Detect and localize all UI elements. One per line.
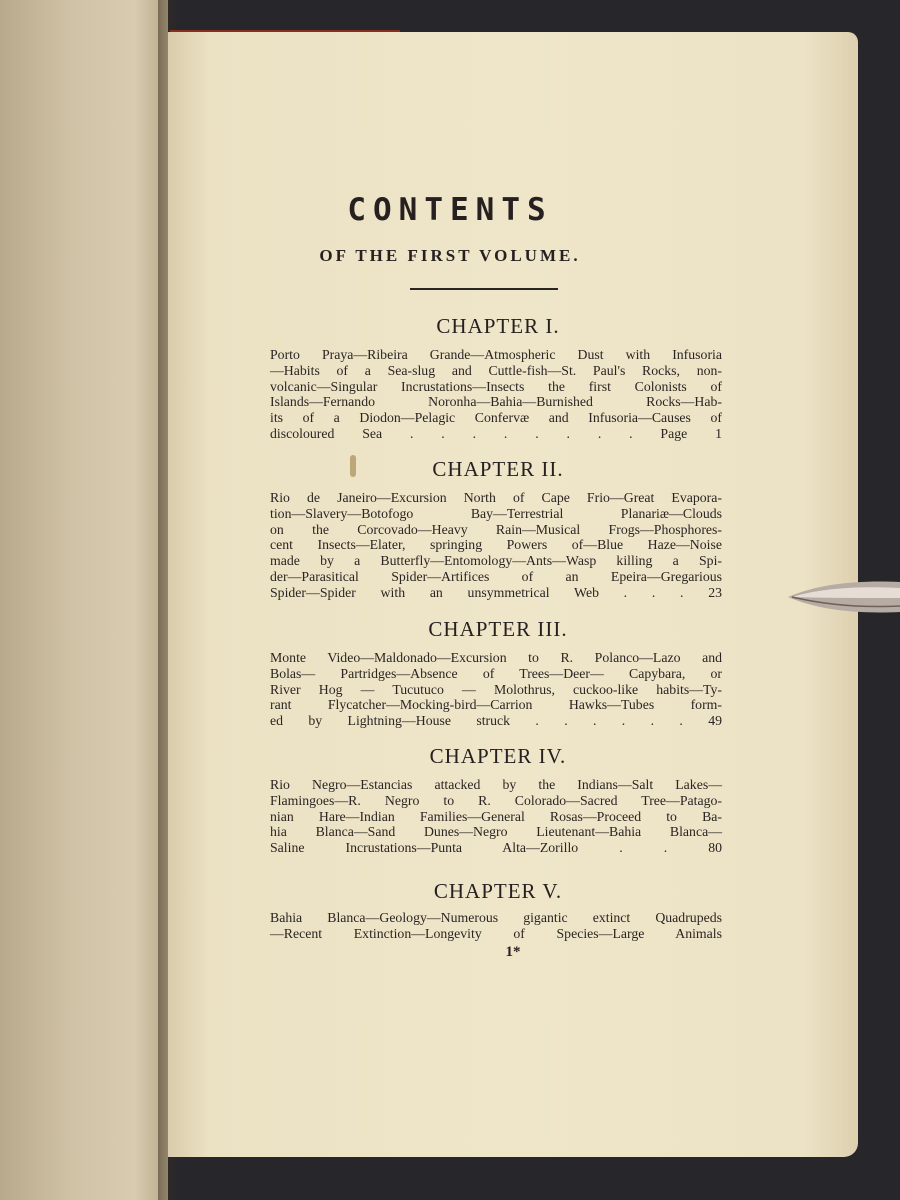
summary-line: der—Parasitical Spider—Artifices of an Epeira—Gregarious (270, 568, 722, 584)
summary-line: Saline Incrustations—Punta Alta—Zorillo . . 80 (270, 840, 722, 856)
chapter-summary (270, 347, 722, 442)
signature-mark: 1* (505, 944, 521, 960)
summary-line: Bolas— Partridges—Absence of Trees—Deer— Capybara, or (270, 665, 722, 681)
summary-line: its of a Diodon—Pelagic Confervæ and Infusoria—Causes of (270, 410, 722, 426)
summary-line: —Recent Extinction—Longevity of Species—Large Animals (270, 925, 722, 941)
chapter-summary (270, 650, 722, 729)
chapter-heading: CHAPTER III. (428, 617, 568, 641)
summary-line: Spider—Spider with an unsymmetrical Web . . . 23 (270, 584, 722, 600)
summary-line: on the Corcovado—Heavy Rain—Musical Frogs—Phosphores- (270, 521, 722, 537)
page-subtitle: OF THE FIRST VOLUME. (319, 246, 581, 265)
summary-line: River Hog — Tucutuco — Molothrus, cuckoo-like habits—Ty- (270, 681, 722, 697)
chapter-heading: CHAPTER V. (433, 879, 563, 903)
summary-line: Porto Praya—Ribeira Grande—Atmospheric Dust with Infusoria (270, 347, 722, 362)
summary-line: hia Blanca—Sand Dunes—Negro Lieutenant—Bahia Blanca— (270, 824, 722, 840)
summary-line: Bahia Blanca—Geology—Numerous gigantic extinct Quadrupeds (270, 910, 722, 925)
chapter-heading: CHAPTER IV. (429, 744, 567, 768)
metal-bookmark-icon (788, 576, 900, 618)
summary-line: ed by Lightning—House struck . . . . . . 49 (270, 713, 722, 729)
summary-line: Islands—Fernando Noronha—Bahia—Burnished Rocks—Hab- (270, 394, 722, 410)
summary-line: rant Flycatcher—Mocking-bird—Carrion Hawks—Tubes form- (270, 697, 722, 713)
summary-line: tion—Slavery—Botofogo Bay—Terrestrial Planariæ—Clouds (270, 505, 722, 521)
chapter-heading: CHAPTER II. (432, 457, 564, 481)
summary-line: Flamingoes—R. Negro to R. Colorado—Sacred Tree—Patago- (270, 792, 722, 808)
chapter-summary (270, 490, 722, 601)
chapter-heading: CHAPTER I. (436, 314, 560, 338)
summary-line: Monte Video—Maldonado—Excursion to R. Polanco—Lazo and (270, 650, 722, 665)
title-divider (410, 288, 558, 290)
summary-line: —Habits of a Sea-slug and Cuttle-fish—St. Paul's Rocks, non- (270, 362, 722, 378)
summary-line: nian Hare—Indian Families—General Rosas—Proceed to Ba- (270, 808, 722, 824)
summary-line: Rio Negro—Estancias attacked by the Indians—Salt Lakes— (270, 777, 722, 792)
chapter-summary (270, 910, 722, 942)
summary-line: made by a Butterfly—Entomology—Ants—Wasp killing a Spi- (270, 553, 722, 569)
summary-line: volcanic—Singular Incrustations—Insects the first Colonists of (270, 378, 722, 394)
page-title: CONTENTS (347, 192, 553, 228)
chapter-summary (270, 777, 722, 856)
summary-line: Rio de Janeiro—Excursion North of Cape Frio—Great Evapora- (270, 490, 722, 505)
left-page-edge (0, 0, 168, 1200)
summary-line: discoloured Sea . . . . . . . . Page 1 (270, 425, 722, 441)
summary-line: cent Insects—Elater, springing Powers of—Blue Haze—Noise (270, 537, 722, 553)
